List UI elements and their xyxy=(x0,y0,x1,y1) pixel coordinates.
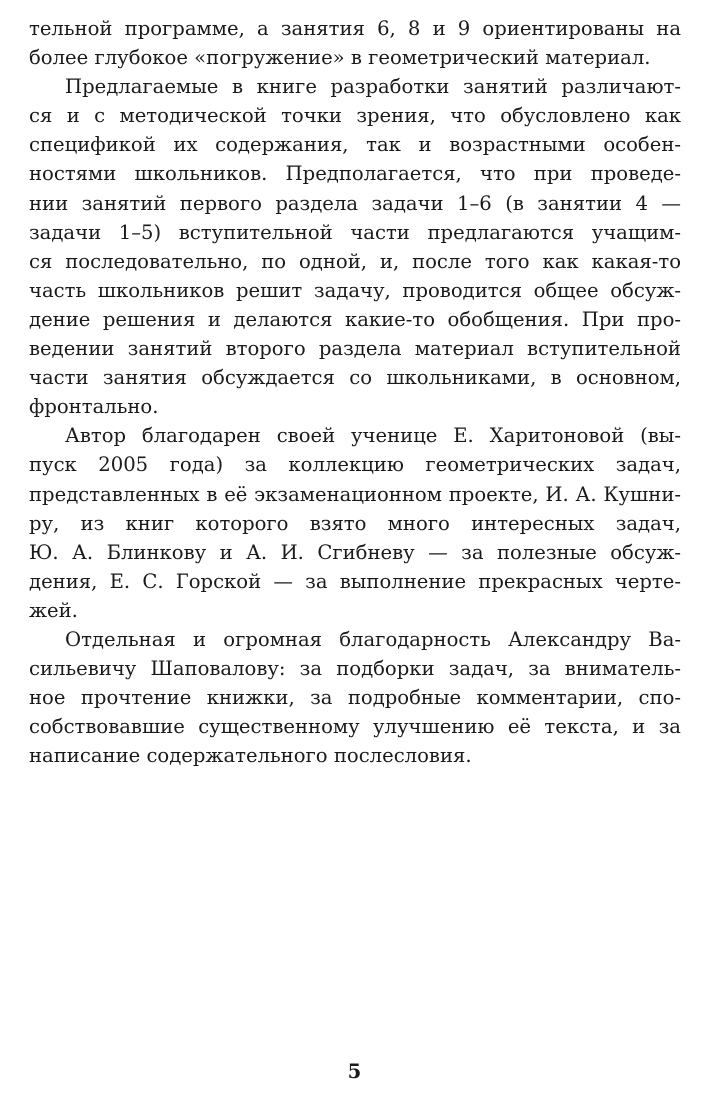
body-text xyxy=(29,14,681,770)
text-line: фронтально. xyxy=(29,395,159,419)
text-line: ведении занятий второго раздела материал вступительной xyxy=(29,337,681,361)
text-line: часть школьников решит задачу, проводится общее обсуж- xyxy=(29,278,681,302)
text-line: дение решения и делаются какие-то обобщения. При про- xyxy=(29,307,681,331)
text-line: ся и с методической точки зрения, что обусловлено как xyxy=(29,104,681,128)
page-number: 5 xyxy=(347,1060,362,1083)
text-line: Ю. А. Блинкову и А. И. Сгибневу — за полезные обсуж- xyxy=(29,540,681,564)
text-line: пуск 2005 года) за коллекцию геометрических задач, xyxy=(29,453,681,477)
text-line: Автор благодарен своей ученице Е. Харитоновой (вы- xyxy=(65,424,681,448)
text-line: Предлагаемые в книге разработки занятий различают- xyxy=(65,75,681,99)
text-line: ное прочтение книжки, за подробные комментарии, спо- xyxy=(29,686,681,710)
text-line: дения, Е. С. Горской — за выполнение прекрасных черте- xyxy=(29,569,681,593)
text-line: написание содержательного послесловия. xyxy=(29,744,472,768)
text-line: нии занятий первого раздела задачи 1–6 (в занятии 4 — xyxy=(29,191,681,215)
text-line: жей. xyxy=(29,598,78,622)
text-line: ностями школьников. Предполагается, что при проведе- xyxy=(29,162,681,186)
text-line: тельной программе, а занятия 6, 8 и 9 ориентированы на xyxy=(29,17,681,40)
text-line: ру, из книг которого взято много интересных задач, xyxy=(29,511,681,535)
text-line: сильевичу Шаповалову: за подборки задач, за вниматель- xyxy=(29,657,681,681)
text-line: задачи 1–5) вступительной части предлагаются учащим- xyxy=(29,220,681,244)
text-line: части занятия обсуждается со школьниками, в основном, xyxy=(29,366,681,390)
text-line: собствовавшие существенному улучшению её текста, и за xyxy=(29,715,681,739)
text-line: более глубокое «погружение» в геометрический материал. xyxy=(29,46,651,70)
text-line: спецификой их содержания, так и возрастными особен- xyxy=(29,133,681,157)
text-line: ся последовательно, по одной, и, после того как какая-то xyxy=(29,249,681,273)
text-line: представленных в её экзаменационном проекте, И. А. Кушни- xyxy=(29,482,681,506)
text-line: Отдельная и огромная благодарность Александру Ва- xyxy=(65,627,681,651)
